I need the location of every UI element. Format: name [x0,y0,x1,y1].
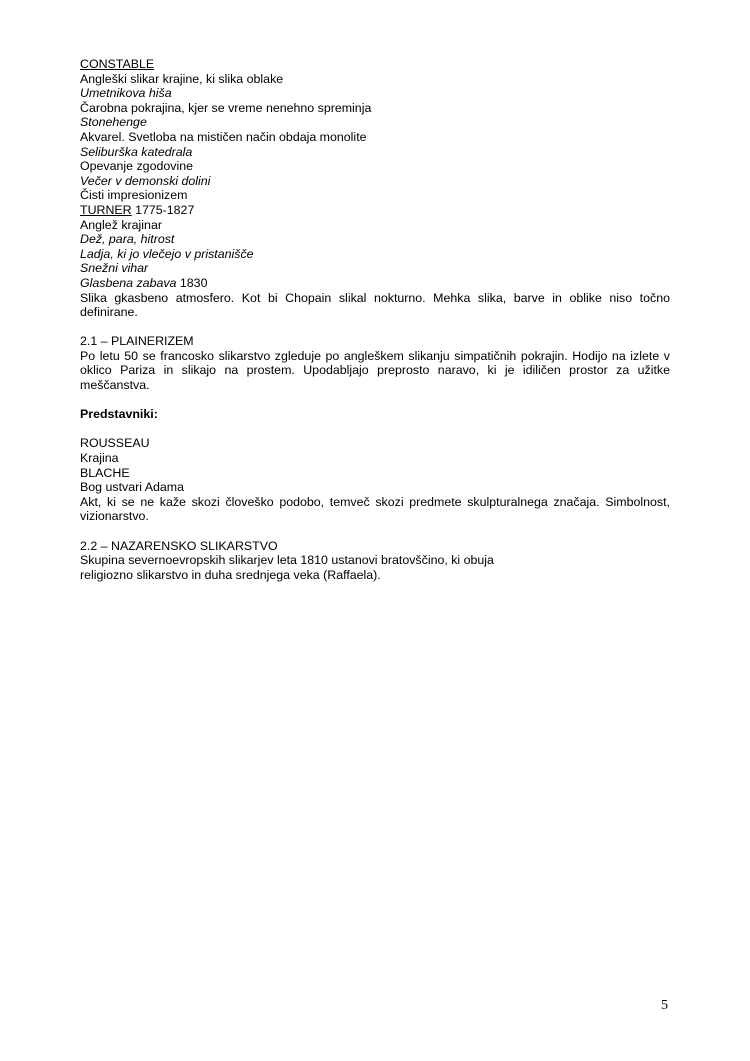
turner-work-title: Ladja, ki jo vlečejo v pristanišče [80,246,254,261]
document-page [80,57,670,582]
turner-description: Anglež krajinar [80,217,162,232]
turner-name: TURNER [80,202,132,217]
constable-work-note: Čisti impresionizem [80,188,188,203]
spacer [80,524,670,539]
section-2-2-line-1: Skupina severnoevropskih slikarjev leta 1810 ustanovi bratovščino, ki obuja [80,553,494,568]
blache-work: Bog ustvari Adama [80,480,185,495]
representatives-heading: Predstavniki: [80,407,158,422]
turner-years: 1775-1827 [131,202,195,217]
turner-last-work [80,276,670,291]
section-2-2-heading: 2.2 – NAZARENSKO SLIKARSTVO [80,538,278,553]
turner-last-work-year: 1830 [176,275,208,290]
constable-work-note: Čarobna pokrajina, kjer se vreme nenehno spreminja [80,100,372,115]
blache-paragraph: Akt, ki se ne kaže skozi človeško podobo, temveč skozi predmete skulpturalnega značaja. Simbolnost, vizionarstvo. [80,494,670,524]
turner-heading [80,203,670,218]
constable-heading [80,57,670,72]
constable-description: Angleški slikar krajine, ki slika oblake [80,71,284,86]
page-number: 5 [661,998,668,1013]
blache-name: BLACHE [80,465,130,480]
constable-work-title: Seliburška katedrala [80,144,193,159]
spacer [80,393,670,408]
turner-work-title: Dež, para, hitrost [80,232,175,247]
constable-work-title: Stonehenge [80,115,147,130]
constable-work-note: Opevanje zgodovine [80,159,193,174]
rousseau-work: Krajina [80,451,119,466]
section-2-2-line-2: religiozno slikarstvo in duha srednjega veka (Raffaela). [80,567,381,582]
constable-work-note: Akvarel. Svetloba na mističen način obdaja monolite [80,129,367,144]
turner-work-title: Snežni vihar [80,261,149,276]
turner-last-work-title: Glasbena zabava [80,275,177,290]
constable-work-title: Večer v demonski dolini [80,173,211,188]
constable-name: CONSTABLE [80,57,155,71]
rousseau-name: ROUSSEAU [80,436,150,451]
section-2-1-paragraph: Po letu 50 se francosko slikarstvo zgleduje po angleškem slikanju simpatičnih pokrajin. Hodijo na izlete v oklico Pariza in slikajo na prostem. Upodabljajo preprosto naravo, ki je idiličen prostor za užitke meščanstva. [80,348,670,393]
section-2-1-heading: 2.1 – PLAINERIZEM [80,334,194,349]
spacer [80,422,670,437]
constable-work-title: Umetnikova hiša [80,86,172,101]
spacer [80,320,670,335]
turner-paragraph: Slika gkasbeno atmosfero. Kot bi Chopain slikal nokturno. Mehka slika, barve in oblike niso točno definirane. [80,290,670,320]
